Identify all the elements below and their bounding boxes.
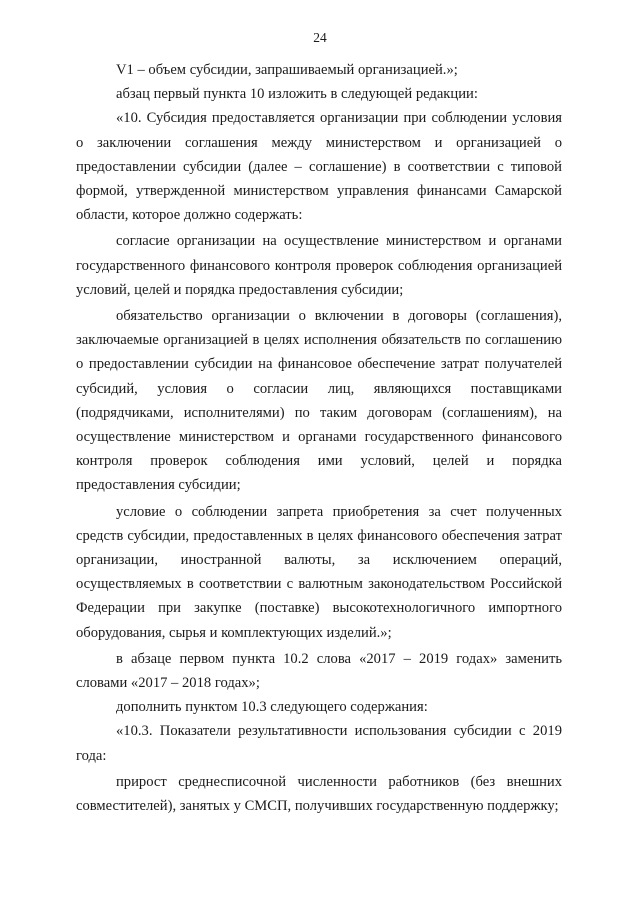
document-body xyxy=(76,58,562,818)
paragraph-item-10-3: «10.3. Показатели результативности использования субсидии с 2019 года: xyxy=(76,723,562,764)
paragraph-obligation: обязательство организации о включении в договоры (соглашения), заключаемые организацией в целях исполнения обязательств по соглашению о предоставлении субсидии на финансовое обеспечение затрат получателей субсидий, условия о согласии лиц, являющихся поставщиками (подрядчиками, исполнителями) по таким договорам (соглашениям), на осуществление министерством и органами государственного финансового контроля проверок соблюдения ими условий, целей и порядка предоставления субсидии; xyxy=(76,308,562,494)
paragraph-consent: согласие организации на осуществление министерством и органами государственного финансового контроля проверок соблюдения организацией условий, целей и порядка предоставления субсидии; xyxy=(76,233,562,298)
paragraph-item-10: «10. Субсидия предоставляется организации при соблюдении условия о заключении соглашения между министерством и организацией о предоставлении субсидии (далее – соглашение) в соответствии с типовой формой, утвержденной министерством управления финансами Самарской области, которое должно содержать: xyxy=(76,110,562,224)
paragraph-currency-ban: условие о соблюдении запрета приобретения за счет полученных средств субсидии, предоставленных в целях финансового обеспечения затрат организации, иностранной валюты, за исключением операций, осуществляемых в соответствии с валютным законодательством Российской Федерации при закупке (поставке) высокотехнологичного импортного оборудования, сырья и комплектующих изделий.»; xyxy=(76,503,562,641)
paragraph-add-item-10-3: дополнить пунктом 10.3 следующего содержания: xyxy=(116,699,428,716)
paragraph-item-10-2: в абзаце первом пункта 10.2 слова «2017 – 2019 годах» заменить словами «2017 – 2018 годах»; xyxy=(76,650,562,692)
paragraph-amend-item-10: абзац первый пункта 10 изложить в следующей редакции: xyxy=(116,86,478,103)
paragraph-employment-growth: прирост среднесписочной численности работников (без внешних совместителей), занятых у СМСП, получивших государственную поддержку; xyxy=(76,773,562,815)
paragraph-formula-v1: V1 – объем субсидии, запрашиваемый организацией.»; xyxy=(116,62,458,78)
page-number: 24 xyxy=(313,30,327,45)
